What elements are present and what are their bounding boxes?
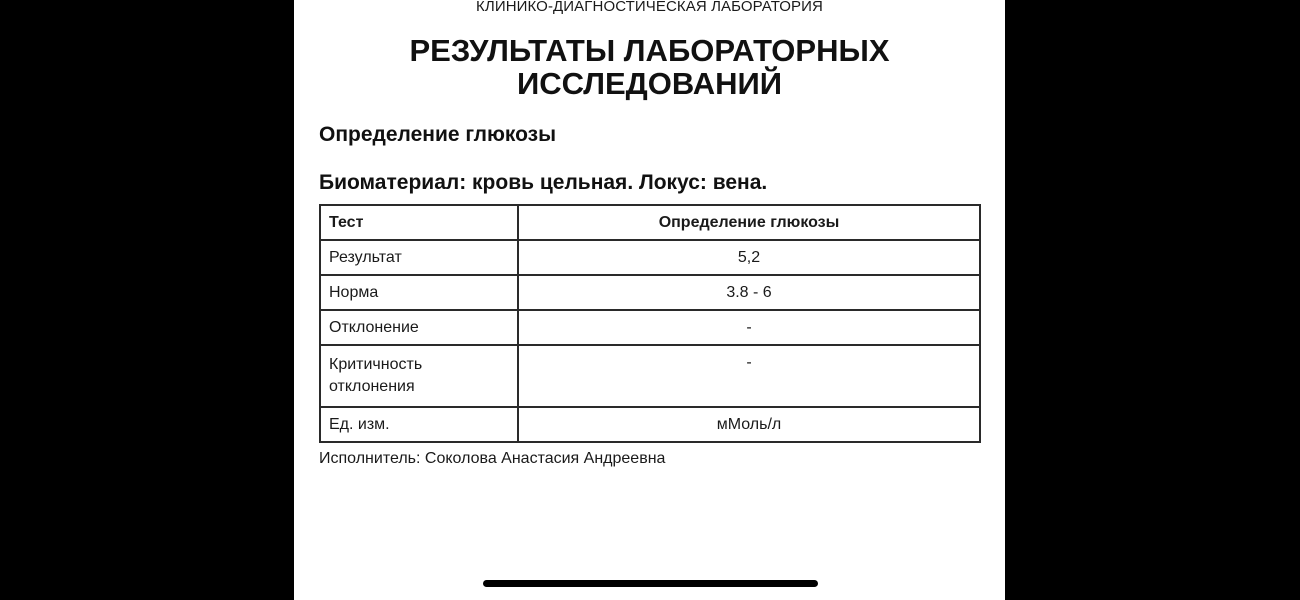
row-value-units: мМоль/л bbox=[518, 407, 980, 442]
row-label-criticality bbox=[320, 345, 518, 407]
table-header-value: Определение глюкозы bbox=[518, 205, 980, 240]
table-header-label: Тест bbox=[320, 205, 518, 240]
row-value-deviation: - bbox=[518, 310, 980, 345]
table-row bbox=[320, 240, 980, 275]
biomaterial-info: Биоматериал: кровь цельная. Локус: вена. bbox=[319, 171, 768, 194]
performer-info: Исполнитель: Соколова Анастасия Андреевна bbox=[319, 450, 666, 467]
table-row bbox=[320, 345, 980, 407]
document-title-line-1: РЕЗУЛЬТАТЫ ЛАБОРАТОРНЫХ bbox=[409, 33, 890, 68]
document-title bbox=[294, 34, 1005, 100]
document-page bbox=[294, 0, 1005, 600]
row-label-result: Результат bbox=[320, 240, 518, 275]
row-label-norm: Норма bbox=[320, 275, 518, 310]
table-row bbox=[320, 310, 980, 345]
lab-name: КЛИНИКО-ДИАГНОСТИЧЕСКАЯ ЛАБОРАТОРИЯ bbox=[476, 0, 823, 15]
table-header-row bbox=[320, 205, 980, 240]
row-value-result: 5,2 bbox=[518, 240, 980, 275]
home-indicator[interactable] bbox=[483, 580, 818, 587]
row-label-criticality-line-2: отклонения bbox=[329, 378, 415, 395]
table-row bbox=[320, 275, 980, 310]
document-title-line-2: ИССЛЕДОВАНИЙ bbox=[516, 66, 783, 101]
table-row bbox=[320, 407, 980, 442]
test-heading: Определение глюкозы bbox=[319, 123, 557, 146]
row-label-units: Ед. изм. bbox=[320, 407, 518, 442]
row-label-deviation: Отклонение bbox=[320, 310, 518, 345]
row-value-norm: 3.8 - 6 bbox=[518, 275, 980, 310]
row-value-criticality: - bbox=[518, 345, 980, 407]
row-label-criticality-line-1: Критичность bbox=[329, 356, 423, 373]
results-table bbox=[319, 204, 981, 443]
